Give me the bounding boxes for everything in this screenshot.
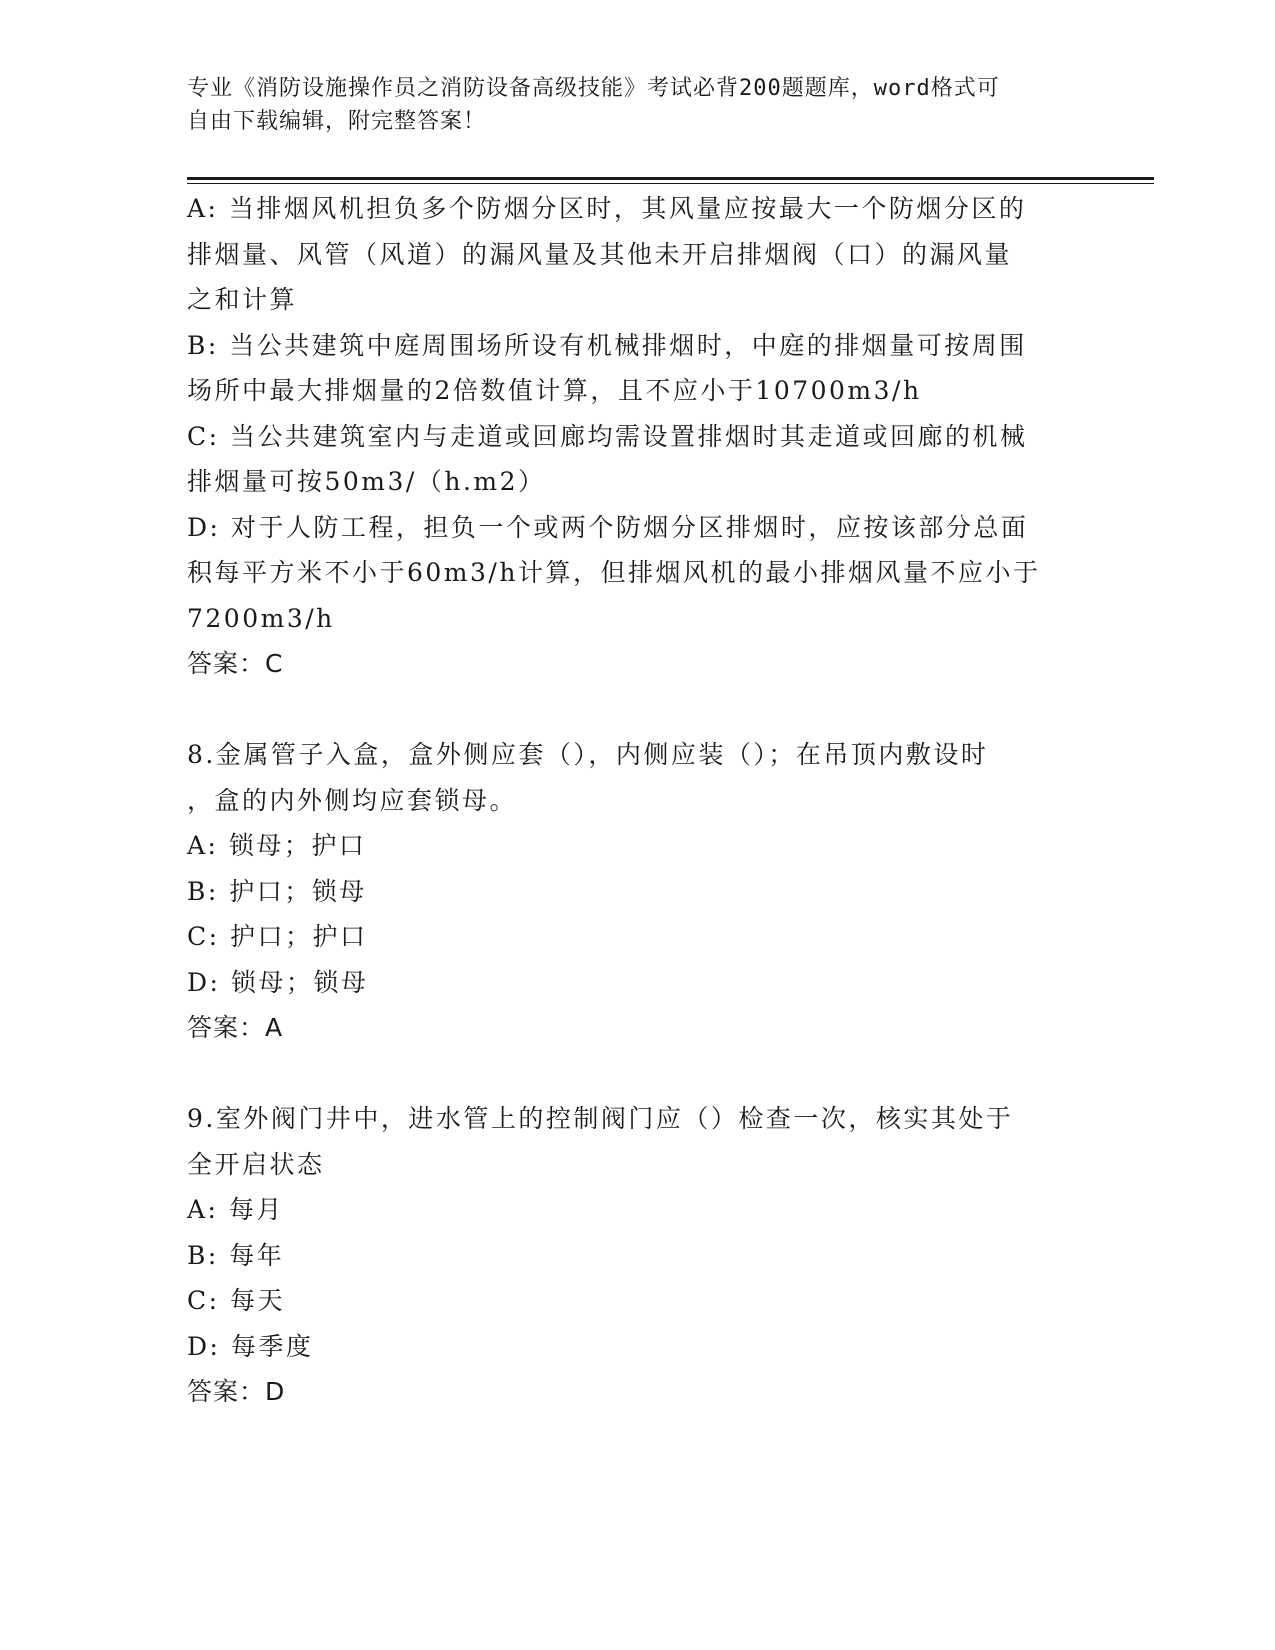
option-c: C: 每天 [187, 1286, 285, 1315]
question-text-line-1: 8.金属管子入盒，盒外侧应套（），内侧应装（）；在吊顶内敷设时 [187, 740, 989, 769]
option-b: B: 每年 [187, 1240, 285, 1270]
option-a: A: 锁母；护口 [187, 831, 367, 860]
spacer [187, 687, 1087, 733]
question-text-line-2: ，盒的内外侧均应套锁母。 [187, 785, 518, 815]
option-c-line-1: C: 当公共建筑室内与走道或回廊均需设置排烟时其走道或回廊的机械 [187, 421, 1028, 451]
header-divider-thin [187, 183, 1154, 184]
question-text-line-2: 全开启状态 [187, 1149, 325, 1179]
answer: 答案：D [187, 1377, 286, 1406]
option-a [187, 186, 1087, 323]
option-a-line-3: 之和计算 [187, 285, 298, 314]
option-d-line-1: D: 对于人防工程，担负一个或两个防烟分区排烟时，应按该部分总面 [187, 512, 1029, 542]
header-line-2: 自由下载编辑，附完整答案！ [187, 109, 487, 134]
option-a-line-2: 排烟量、风管（风道）的漏风量及其他未开启排烟阀（口）的漏风量 [187, 239, 1013, 269]
option-a: A: 每月 [187, 1195, 284, 1224]
spacer [187, 1051, 1087, 1097]
question-8 [187, 732, 1087, 1051]
document-body [187, 186, 1087, 1415]
option-b: B: 护口；锁母 [187, 876, 367, 906]
option-d [187, 505, 1087, 642]
option-b-line-2: 场所中最大排烟量的2倍数值计算，且不应小于10700m3/h [187, 376, 922, 405]
option-d: D: 锁母；锁母 [187, 967, 369, 997]
question-text-line-1: 9.室外阀门井中，进水管上的控制阀门应（）检查一次，核实其处于 [187, 1104, 1014, 1133]
option-d-line-2: 积每平方米不小于60m3/h计算，但排烟风机的最小排烟风量不应小于 [187, 558, 1041, 587]
option-b [187, 323, 1087, 414]
question-9 [187, 1096, 1087, 1415]
option-c: C: 护口；护口 [187, 922, 368, 951]
question-7 [187, 186, 1087, 687]
header-divider-thick [187, 177, 1154, 180]
header-line-1: 专业《消防设施操作员之消防设备高级技能》考试必背200题题库，word格式可 [187, 76, 1000, 101]
option-c-line-2: 排烟量可按50m3/（h.m2） [187, 467, 546, 496]
option-d: D: 每季度 [187, 1331, 314, 1361]
option-d-line-3: 7200m3/h [187, 603, 335, 633]
option-c [187, 414, 1087, 505]
option-a-line-1: A: 当排烟风机担负多个防烟分区时，其风量应按最大一个防烟分区的 [187, 194, 1027, 223]
answer: 答案：C [187, 649, 284, 678]
answer: 答案：A [187, 1013, 284, 1042]
document-header [187, 72, 1067, 138]
option-b-line-1: B: 当公共建筑中庭周围场所设有机械排烟时，中庭的排烟量可按周围 [187, 330, 1027, 360]
